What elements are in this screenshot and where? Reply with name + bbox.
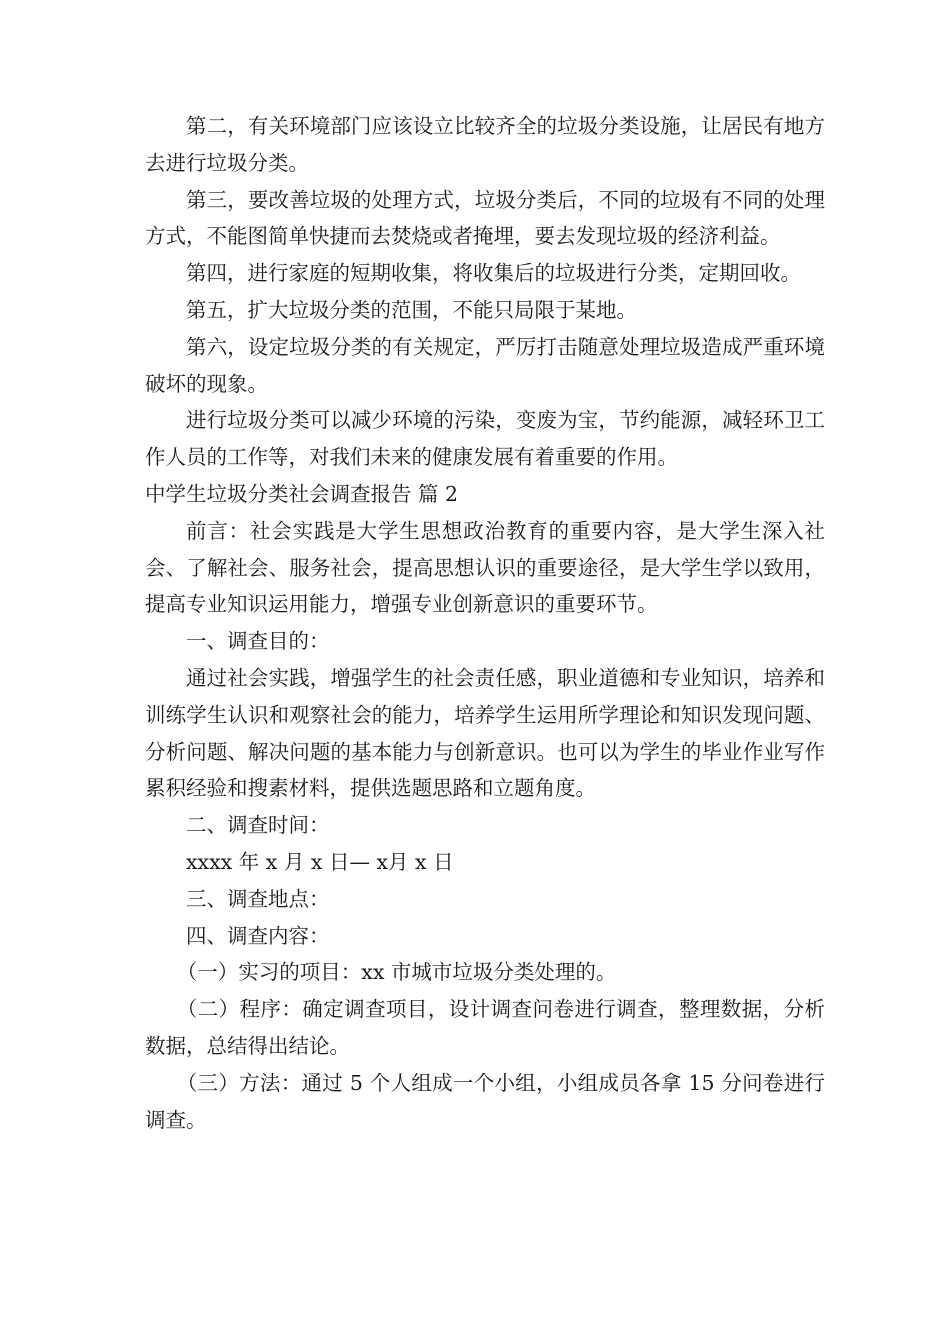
list-item-method: （三）方法：通过 5 个人组成一个小组，小组成员各拿 15 分问卷进行调查。 xyxy=(145,1070,825,1132)
section-title: 中学生垃圾分类社会调查报告 篇 2 xyxy=(145,481,459,506)
heading-survey-content: 四、调查内容： xyxy=(186,923,330,948)
paragraph-third-measure: 第三，要改善垃圾的处理方式，垃圾分类后，不同的垃圾有不同的处理方式，不能图简单快捷而去焚烧或者掩埋，要去发现垃圾的经济利益。 xyxy=(145,187,825,249)
paragraph-preface: 前言：社会实践是大学生思想政治教育的重要内容，是大学生深入社会、了解社会、服务社会，提高思想认识的重要途径，是大学生学以致用，提高专业知识运用能力，增强专业创新意识的重要环节。 xyxy=(145,518,825,617)
paragraph-survey-time: xxxx 年 x 月 x 日— x月 x 日 xyxy=(186,849,454,874)
document-body xyxy=(145,108,825,1138)
paragraph-survey-purpose: 通过社会实践，增强学生的社会责任感，职业道德和专业知识，培养和训练学生认识和观察社会的能力，培养学生运用所学理论和知识发现问题、分析问题、解决问题的基本能力与创新意识。也可以为学生的毕业作业写作累积经验和搜素材料，提供选题思路和立题角度。 xyxy=(145,665,825,801)
list-item-project: （一）实习的项目：xx 市城市垃圾分类处理的。 xyxy=(176,960,617,985)
list-item-procedure: （二）程序：确定调查项目，设计调查问卷进行调查，整理数据，分析数据，总结得出结论。 xyxy=(145,997,825,1058)
paragraph-fifth-measure: 第五，扩大垃圾分类的范围，不能只局限于某地。 xyxy=(186,297,637,322)
paragraph-conclusion: 进行垃圾分类可以减少环境的污染，变废为宝，节约能源，减轻环卫工作人员的工作等，对我们未来的健康发展有着重要的作用。 xyxy=(145,408,825,470)
heading-survey-location: 三、调查地点： xyxy=(186,886,330,911)
paragraph-sixth-measure: 第六，设定垃圾分类的有关规定，严厉打击随意处理垃圾造成严重环境破坏的现象。 xyxy=(145,334,825,396)
paragraph-fourth-measure: 第四，进行家庭的短期收集，将收集后的垃圾进行分类，定期回收。 xyxy=(186,261,801,286)
heading-survey-purpose: 一、调查目的： xyxy=(186,629,330,654)
paragraph-second-measure: 第二，有关环境部门应该设立比较齐全的垃圾分类设施，让居民有地方去进行垃圾分类。 xyxy=(145,114,825,175)
heading-survey-time: 二、调查时间： xyxy=(186,813,330,838)
